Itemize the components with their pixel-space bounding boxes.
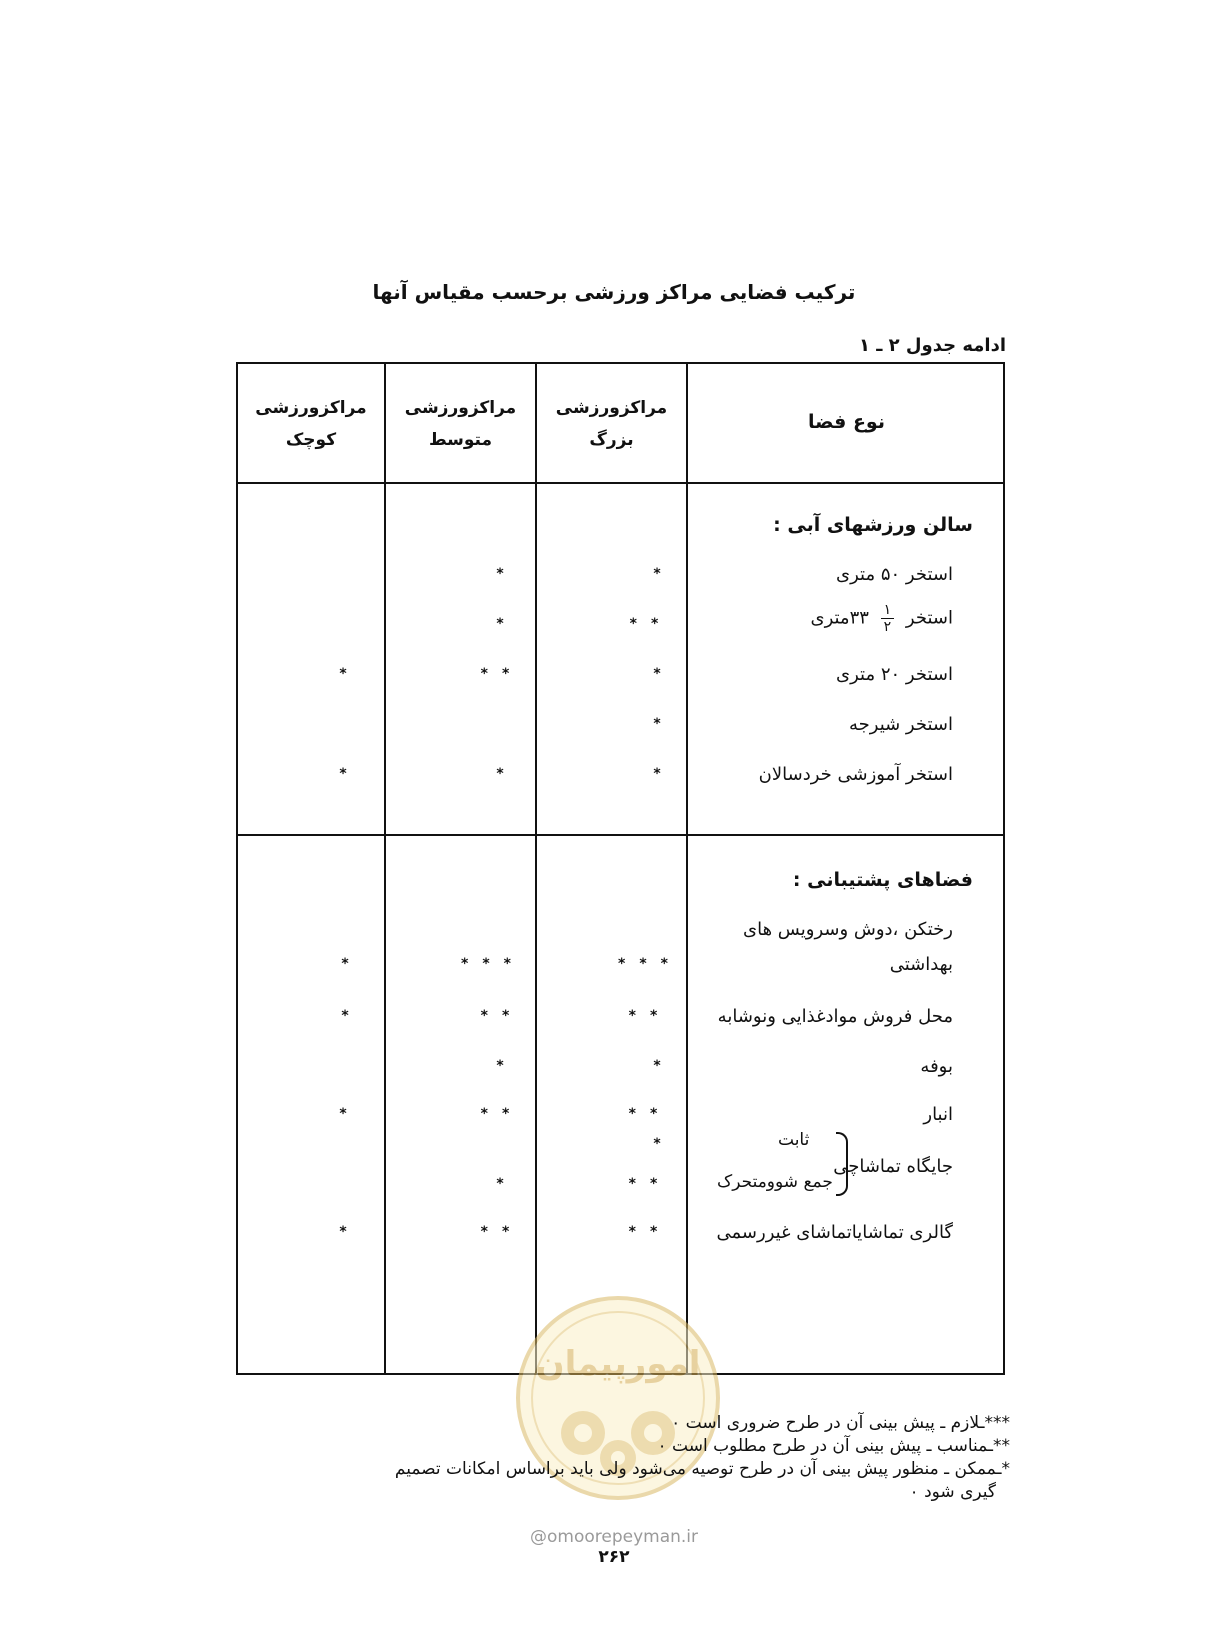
- mark-large: *: [653, 716, 675, 732]
- column-header-medium-line1: مراکزورزشی: [404, 398, 517, 418]
- mark-large: *: [653, 1058, 675, 1074]
- row-label: گالری تماشایاتماشای غیررسمی: [716, 1222, 953, 1243]
- table-caption: ادامه جدول ۲ ـ ۱: [858, 335, 1006, 356]
- row-label: استخر ۵۰ متری: [836, 564, 953, 585]
- mark-large: *: [653, 1136, 675, 1152]
- legend-line-possible: *ـممکن ـ منظور پیش بینی آن در طرح توصیه می‌شود ولی باید براساس امکانات تصمیم: [394, 1459, 1010, 1479]
- column-header-large: [537, 392, 686, 456]
- watermark-text: امورپیمان: [535, 1344, 701, 1384]
- row-label-line1: رختکن ،دوش وسرویس های: [743, 919, 953, 940]
- row-label: انبار: [923, 1104, 953, 1125]
- mark-small: *: [339, 1224, 361, 1240]
- header-divider: [238, 482, 1003, 484]
- brace-icon: [836, 1132, 848, 1196]
- mark-large: **: [628, 1106, 672, 1122]
- mark-medium: *: [496, 1058, 518, 1074]
- fraction-numerator: ۱: [881, 602, 895, 619]
- legend-line-suitable: **ـمناسب ـ پیش بینی آن در طرح مطلوب است ٠: [657, 1436, 1010, 1456]
- row-label: استخر آموزشی خردسالان: [758, 764, 953, 785]
- section-title-support: فضاهای پشتیبانی :: [792, 869, 973, 891]
- space-composition-table: [236, 362, 1005, 1375]
- row-label-suffix: ۳۳متری: [810, 607, 869, 629]
- row-label: بوفه: [920, 1056, 953, 1077]
- mark-large: **: [629, 616, 673, 632]
- mark-large: ***: [618, 956, 682, 972]
- column-header-large-line1: مراکزورزشی: [555, 398, 668, 418]
- mark-small: *: [341, 956, 363, 972]
- page-number: ۲۶۲: [598, 1547, 630, 1567]
- column-divider: [384, 364, 386, 1373]
- row-label-prefix: استخر: [905, 607, 953, 629]
- mark-small: *: [339, 766, 361, 782]
- row-label: استخر شیرجه: [848, 714, 953, 735]
- column-header-small: [238, 392, 384, 456]
- legend: [395, 1412, 1010, 1504]
- row-label: جایگاه تماشاچی: [833, 1156, 953, 1177]
- mark-large: **: [628, 1224, 672, 1240]
- column-header-small-line2: کوچک: [285, 430, 337, 450]
- spectator-option-movable: جمع شوومتحرک: [717, 1172, 833, 1192]
- mark-medium: **: [480, 1106, 524, 1122]
- mark-medium: *: [496, 766, 518, 782]
- page-title: ترکیب فضایی مراکز ورزشی برحسب مقیاس آنها: [372, 280, 856, 304]
- legend-line-required: ***ـلازم ـ پیش بینی آن در طرح ضروری است ٠: [671, 1413, 1010, 1433]
- column-header-large-line2: بزرگ: [589, 430, 634, 450]
- mark-large: *: [653, 766, 675, 782]
- column-header-medium-line2: متوسط: [428, 430, 493, 450]
- mark-small: *: [341, 1008, 363, 1024]
- mark-small: *: [339, 666, 361, 682]
- mark-medium: ***: [461, 956, 525, 972]
- mark-large: **: [628, 1008, 672, 1024]
- column-divider: [535, 364, 537, 1373]
- spectator-option-fixed: ثابت: [778, 1130, 810, 1150]
- fraction-denominator: ۲: [883, 619, 892, 635]
- row-label: استخر ۲۰ متری: [836, 664, 953, 685]
- column-header-small-line1: مراکزورزشی: [255, 398, 367, 418]
- mark-small: *: [339, 1106, 361, 1122]
- mark-large: *: [653, 666, 675, 682]
- legend-line-possible-cont: گیری شود ٠: [909, 1482, 996, 1502]
- mark-medium: **: [480, 1008, 524, 1024]
- mark-medium: *: [496, 1176, 518, 1192]
- column-divider: [686, 364, 688, 1373]
- column-header-medium: [386, 392, 535, 456]
- section-title-aquatic: سالن ورزشهای آبی :: [773, 514, 973, 536]
- column-header-space-type: نوع فضا: [808, 411, 885, 433]
- mark-medium: *: [496, 566, 518, 582]
- mark-medium: **: [480, 666, 524, 682]
- mark-large: **: [628, 1176, 672, 1192]
- mark-large: *: [653, 566, 675, 582]
- row-label-line2: بهداشتی: [889, 954, 953, 975]
- row-label: محل فروش موادغذایی ونوشابه: [717, 1006, 953, 1027]
- site-watermark: @omoorepeyman.ir: [529, 1527, 699, 1547]
- fraction: [881, 602, 895, 635]
- section-divider: [238, 834, 1003, 836]
- mark-medium: **: [480, 1224, 524, 1240]
- row-label-fraction: [810, 602, 953, 635]
- mark-medium: *: [496, 616, 518, 632]
